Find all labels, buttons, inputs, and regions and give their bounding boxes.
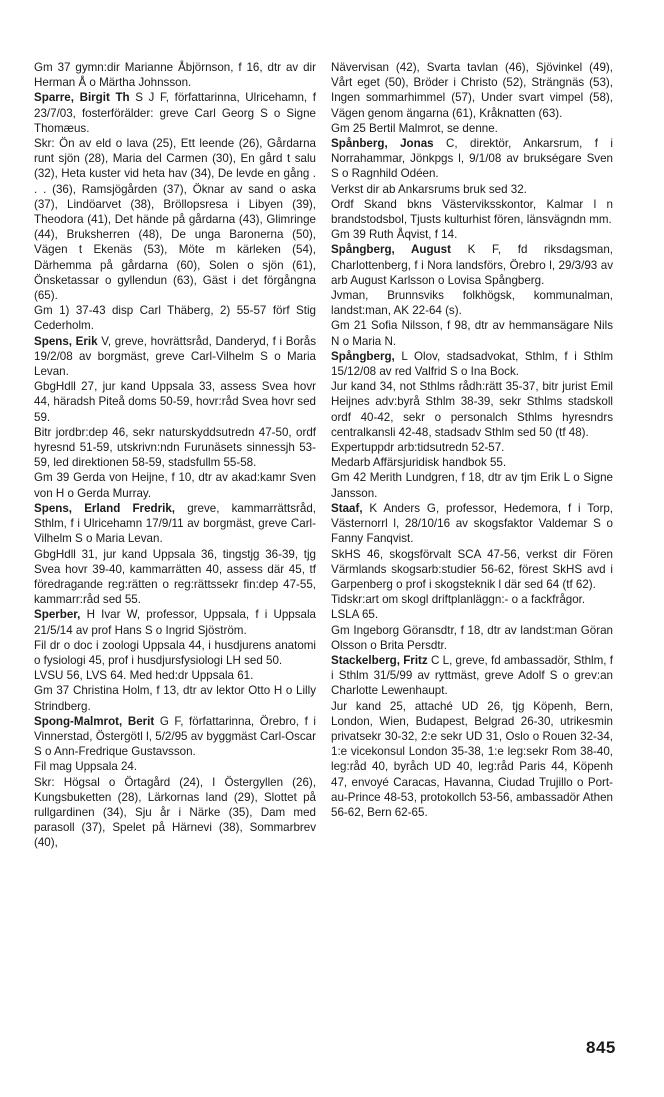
text-paragraph (34, 668, 316, 683)
text-paragraph (34, 379, 316, 425)
text-paragraph (34, 547, 316, 608)
entry-paragraph (331, 501, 613, 547)
entry-paragraph (34, 501, 316, 547)
entry-text: K F, fd riksdagsman, Charlottenberg, f i Nora landsförs, Örebro l, 29/3/93 av arb August Karlsson o Lovisa Spångberg. (331, 243, 614, 287)
entry-name: Staaf, (331, 501, 363, 515)
entry-name: Spong-Malmrot, Berit (34, 714, 155, 728)
text-paragraph (331, 121, 613, 136)
entry-text: Jur kand 25, attaché UD 26, tjg Köpenh, Bern, London, Wien, Budapest, Belgrad 26-30, utrikesmin privatsekr 30-32, 2:e sekr UD 31, Oslo o Rouen 32-34, 1:e vicekonsul London 35-38, 1:e leg:sekr Rom 38-40, leg:råd 40, byråch UD 40, leg:råd Paris 44, Köpenh 47, envoyé Caracas, Havanna, Ciudad Trujillo o Port-au-Prince 48-53, protokollch 53-56, ambassadör Athen 56-62, Bern 62-65. (331, 699, 613, 819)
right-column (331, 60, 613, 820)
entry-paragraph (331, 242, 613, 288)
text-paragraph (331, 440, 613, 455)
text-paragraph (34, 425, 316, 471)
entry-name: Spångberg, (331, 349, 395, 363)
text-paragraph (331, 470, 613, 500)
page-number: 845 (586, 1038, 616, 1057)
text-paragraph (331, 592, 613, 607)
entry-paragraph (331, 653, 613, 699)
text-paragraph (34, 136, 316, 303)
entry-text: Gm 39 Gerda von Heijne, f 10, dtr av akad:kamr Sven von H o Gerda Murray. (34, 471, 316, 500)
entry-name: Spånberg, Jonas (331, 137, 434, 151)
entry-text: Verkst dir ab Ankarsrums bruk sed 32. (331, 182, 527, 196)
entry-text: G F, författarinna, Örebro, f i Vinnerstad, Östergötl l, 5/2/95 av byggmäst Carl-Oscar S o Ann-Fredrique Gustavsson. (34, 714, 316, 759)
entry-paragraph (34, 714, 316, 760)
entry-text: LSLA 65. (331, 608, 379, 622)
text-paragraph (331, 699, 613, 821)
entry-text: Gm 39 Ruth Åqvist, f 14. (331, 228, 458, 242)
text-paragraph (331, 197, 613, 227)
entry-text: Gm 37 gymn:dir Marianne Åbjörnson, f 16, dtr av dir Herman Å o Märtha Johnsson. (34, 61, 316, 90)
entry-text: Medarb Affärsjuridisk handbok 55. (331, 456, 507, 470)
entry-paragraph (34, 90, 316, 136)
entry-text: H Ivar W, professor, Uppsala, f i Uppsala 21/5/14 av prof Hans S o Ingrid Sjöström. (34, 608, 316, 637)
text-paragraph (331, 60, 613, 121)
entry-text: Expertuppdr arb:tidsutredn 52-57. (331, 441, 505, 455)
entry-paragraph (331, 136, 613, 182)
entry-text: Gm 25 Bertil Malmrot, se denne. (331, 121, 498, 135)
entry-text: Gm 42 Merith Lundgren, f 18, dtr av tjm Erik L o Signe Jansson. (331, 471, 613, 500)
entry-text: Gm 21 Sofia Nilsson, f 98, dtr av hemmansägare Nils N o Maria N. (331, 319, 613, 348)
entry-text: Gm 1) 37-43 disp Carl Thäberg, 2) 55-57 förf Stig Cederholm. (34, 304, 316, 333)
entry-name: Spens, Erik (34, 334, 98, 348)
entry-text: Fil mag Uppsala 24. (34, 760, 138, 774)
entry-text: LVSU 56, LVS 64. Med hed:dr Uppsala 61. (34, 669, 254, 683)
text-paragraph (34, 303, 316, 333)
text-paragraph (331, 379, 613, 440)
entry-paragraph (331, 349, 613, 379)
entry-text: Skr: Ön av eld o lava (25), Ett leende (26), Gårdarna runt sjön (28), Maria del Carmen (30), En gård t salu (32), Heta kuster vid heta hav (34), De levde en gång . . . (36), Ramsjögården (37), Öknar av sand o aska (37), Lindöarvet (38), Bröllopsresa i Libyen (39), Theodora (41), Det hände på gårdarna (43), Glimringe (44), Bruksherren (48), De unga Baronerna (50), Vägen t Ekenäs (53), Möte m kärleken (54), Därhemma på gårdarna (60), Solen o sjön (61), Önsketassar o gyllendun (63), Gäst i det förgångna (65). (34, 137, 316, 303)
text-paragraph (34, 60, 316, 90)
text-paragraph (331, 182, 613, 197)
text-paragraph (34, 683, 316, 713)
text-paragraph (331, 455, 613, 470)
text-paragraph (331, 227, 613, 242)
entry-name: Spens, Erland Fredrik, (34, 501, 175, 515)
entry-text: Jvman, Brunnsviks folkhögsk, kommunalman, landst:man, AK 22-64 (s). (331, 289, 613, 318)
entry-name: Stackelberg, Fritz (331, 653, 428, 667)
entry-text: GbgHdll 27, jur kand Uppsala 33, assess Svea hovr 44, häradsh Piteå doms 50-59, hovr:råd Svea hovr sed 59. (34, 380, 316, 424)
text-paragraph (34, 775, 316, 851)
entry-text: SkHS 46, skogsförvalt SCA 47-56, verkst dir Fören Värmlands skogsarb:studier 56-62, förest SkHS avd i Garpenberg o prof i skogsteknik l där sed 64 (tf 62). (331, 547, 613, 591)
text-paragraph (34, 470, 316, 500)
text-paragraph (331, 318, 613, 348)
text-paragraph (331, 547, 613, 593)
entry-text: GbgHdll 31, jur kand Uppsala 36, tingstjg 36-39, tjg Svea hovr 39-40, kammarrätten 40, assess där 45, tf föredragande reg:rätten o reg:rättssekr fin:dep 47-55, kammarr:råd sed 55. (34, 547, 316, 607)
text-paragraph (34, 638, 316, 668)
entry-paragraph (34, 607, 316, 637)
entry-text: S J F, författarinna, Ulricehamn, f 23/7/03, fosterförälder: greve Carl Georg S o Signe Thomæus. (34, 91, 316, 135)
entry-text: Jur kand 34, not Sthlms rådh:rätt 35-37, bitr jurist Emil Heijnes adv:byrå Sthlm 38-39, sekr Sthlms stadskoll ordf 40-42, sekr o personalch Sthlms hyresndrs centralkansli 42-48, stadsadv Sthlm sed 50 (tf 48). (331, 380, 613, 439)
entry-name: Sparre, Birgit Th (34, 91, 130, 105)
entry-text: Bitr jordbr:dep 46, sekr naturskyddsutredn 47-50, ordf hyresnd 51-59, utskrivn:ndn Furunäsets sinnessjh 53-59, led direktionen 58-59, stadsfullm 55-58. (34, 425, 316, 470)
entry-text: Ordf Skand bkns Västerviksskontor, Kalmar l n brandstodsbol, Tjusts kulturhist fören, länsvägndn mm. (331, 197, 613, 227)
entry-text: greve, kammarrättsråd, Sthlm, f i Ulricehamn 17/9/11 av borgmäst, greve Carl-Vilhelm S o Maria Levan. (34, 501, 316, 546)
entry-text: Nävervisan (42), Svarta tavlan (46), Sjövinkel (49), Vårt eget (50), Bröder i Christo (52), Strängnäs (53), Ingen sommarhimmel (57), Under svart vimpel (58), Vägen genom ängarna (61), Kråknatten (63). (331, 61, 613, 120)
entry-text: Gm Ingeborg Göransdtr, f 18, dtr av landst:man Göran Olsson o Brita Persdtr. (331, 623, 613, 652)
text-paragraph (331, 623, 613, 653)
entry-text: Skr: Högsal o Örtagård (24), I Östergyllen (26), Kungsbuketten (28), Lärkornas land (29), Slottet på rullgardinen (34), Sju år i Närke (35), Dam med parasoll (37), Spelet på Härnevi (38), Sommarbrev (40), (34, 775, 316, 850)
left-column (34, 60, 316, 851)
entry-text: C L, greve, fd ambassadör, Sthlm, f i Sthlm 31/5/99 av ryttmäst, greve Adolf S o grev:an Charlotte Lewenhaupt. (331, 653, 613, 698)
text-paragraph (34, 759, 316, 774)
entry-name: Spångberg, August (331, 243, 451, 257)
text-paragraph (331, 288, 613, 318)
entry-text: K Anders G, professor, Hedemora, f i Torp, Västernorrl l, 28/10/16 av skogsfaktor Valdemar S o Fanny Fanqvist. (331, 501, 613, 546)
entry-text: Tidskr:art om skogl driftplanläggn:- o a fackfrågor. (331, 593, 586, 607)
text-paragraph (331, 607, 613, 622)
entry-text: Gm 37 Christina Holm, f 13, dtr av lektor Otto H o Lilly Strindberg. (34, 684, 316, 713)
entry-paragraph (34, 334, 316, 380)
entry-name: Sperber, (34, 608, 81, 622)
entry-text: Fil dr o doc i zoologi Uppsala 44, i husdjurens anatomi o fysiologi 45, prof i husdjursfysiologi LH sed 50. (34, 638, 316, 667)
entry-text: L Olov, stadsadvokat, Sthlm, f i Sthlm 15/12/08 av red Valfrid S o Ina Bock. (331, 349, 613, 379)
entry-text: C, direktör, Ankarsrum, f i Norrahammar, Jönkpgs l, 9/1/08 av brukségare Sven S o Ragnhild Odéen. (331, 137, 613, 181)
entry-text: V, greve, hovrättsråd, Danderyd, f i Borås 19/2/08 av borgmäst, greve Carl-Vilhelm S o Maria Levan. (34, 334, 316, 379)
